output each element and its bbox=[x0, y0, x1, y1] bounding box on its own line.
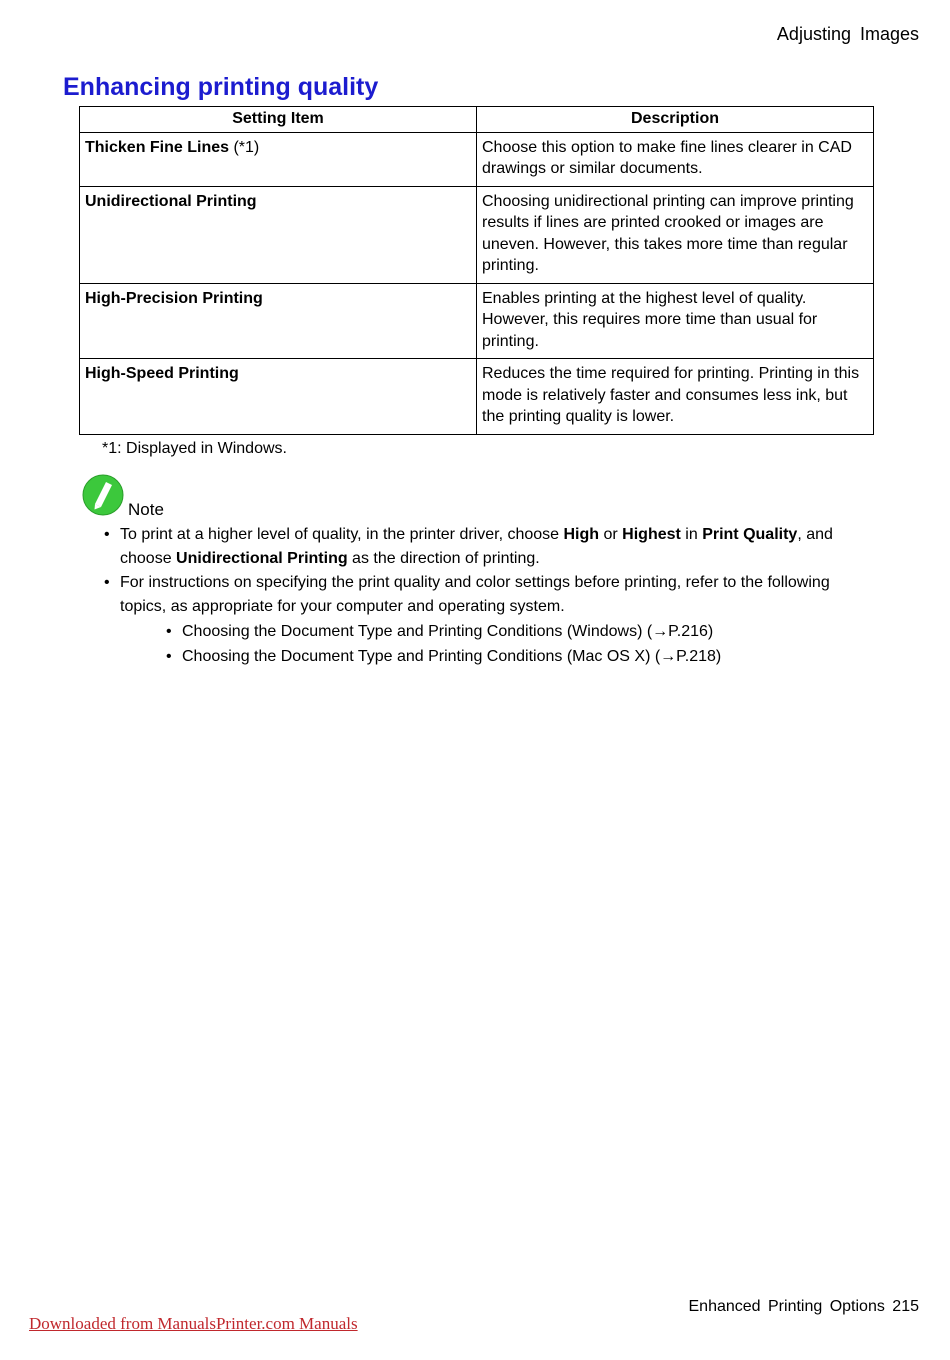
table-row bbox=[80, 132, 874, 186]
column-header-setting-item: Setting Item bbox=[80, 107, 477, 133]
reference-list bbox=[120, 619, 864, 669]
description-cell: Enables printing at the highest level of quality. However, this requires more time than usual for printing. bbox=[477, 283, 874, 359]
table-row bbox=[80, 186, 874, 283]
settings-table bbox=[79, 106, 874, 435]
table-header-row bbox=[80, 107, 874, 133]
footer-section: Enhanced Printing Options bbox=[688, 1298, 885, 1315]
setting-item-cell bbox=[80, 132, 477, 186]
column-header-description: Description bbox=[477, 107, 874, 133]
setting-item-name: Thicken Fine Lines bbox=[85, 138, 230, 156]
page-number: 215 bbox=[892, 1298, 919, 1315]
note-text: as the direction of printing. bbox=[347, 549, 540, 567]
reference-item[interactable] bbox=[166, 619, 864, 644]
bullet-icon: • bbox=[104, 526, 110, 543]
reference-item[interactable] bbox=[166, 644, 864, 669]
description-cell: Choosing unidirectional printing can improve printing results if lines are printed crooked or images are uneven. However, this takes more time than regular printing. bbox=[477, 186, 874, 283]
note-item bbox=[104, 571, 864, 669]
bullet-icon: • bbox=[166, 648, 172, 665]
setting-item-cell bbox=[80, 186, 477, 283]
setting-item-name: High-Speed Printing bbox=[85, 365, 239, 382]
note-label: Note bbox=[128, 500, 164, 519]
section-title: Enhancing printing quality bbox=[63, 73, 379, 101]
note-emphasis-high: High bbox=[563, 526, 600, 543]
description-cell: Reduces the time required for printing. Printing in this mode is relatively faster and consumes less ink, but the printing quality is lower. bbox=[477, 359, 874, 435]
note-item bbox=[104, 523, 864, 570]
table-footnote: *1: Displayed in Windows. bbox=[102, 440, 287, 457]
note-text: or bbox=[599, 526, 623, 543]
page-footer bbox=[689, 1298, 920, 1316]
setting-item-cell bbox=[80, 283, 477, 359]
reference-link-windows[interactable]: Choosing the Document Type and Printing Conditions (Windows) (→P.216) bbox=[182, 623, 714, 640]
setting-item-name: High-Precision Printing bbox=[85, 289, 263, 307]
table-row bbox=[80, 359, 874, 435]
note-emphasis-highest: Highest bbox=[622, 526, 681, 543]
bullet-icon: • bbox=[104, 574, 110, 591]
reference-link-mac[interactable]: Choosing the Document Type and Printing Conditions (Mac OS X) (→P.218) bbox=[182, 648, 722, 665]
note-list bbox=[104, 523, 864, 670]
setting-item-suffix: (*1) bbox=[229, 138, 260, 156]
setting-item-cell bbox=[80, 359, 477, 435]
note-emphasis-print-quality: Print Quality bbox=[702, 526, 798, 543]
description-cell: Choose this option to make fine lines clearer in CAD drawings or similar documents. bbox=[477, 132, 874, 186]
note-text: For instructions on specifying the print quality and color settings before printing, refer to the following topics, as appropriate for your computer and operating system. bbox=[120, 574, 830, 615]
note-text: in bbox=[680, 526, 703, 543]
setting-item-name: Unidirectional Printing bbox=[85, 192, 257, 210]
download-source-link[interactable]: Downloaded from ManualsPrinter.com Manuals bbox=[29, 1314, 358, 1333]
running-header: Adjusting Images bbox=[776, 24, 919, 44]
note-text: To print at a higher level of quality, in the printer driver, choose bbox=[120, 526, 564, 543]
table-row bbox=[80, 283, 874, 359]
bullet-icon: • bbox=[166, 623, 172, 640]
pencil-note-icon bbox=[82, 474, 124, 516]
note-text: , and choose bbox=[120, 526, 833, 567]
note-emphasis-unidirectional: Unidirectional Printing bbox=[176, 549, 348, 567]
